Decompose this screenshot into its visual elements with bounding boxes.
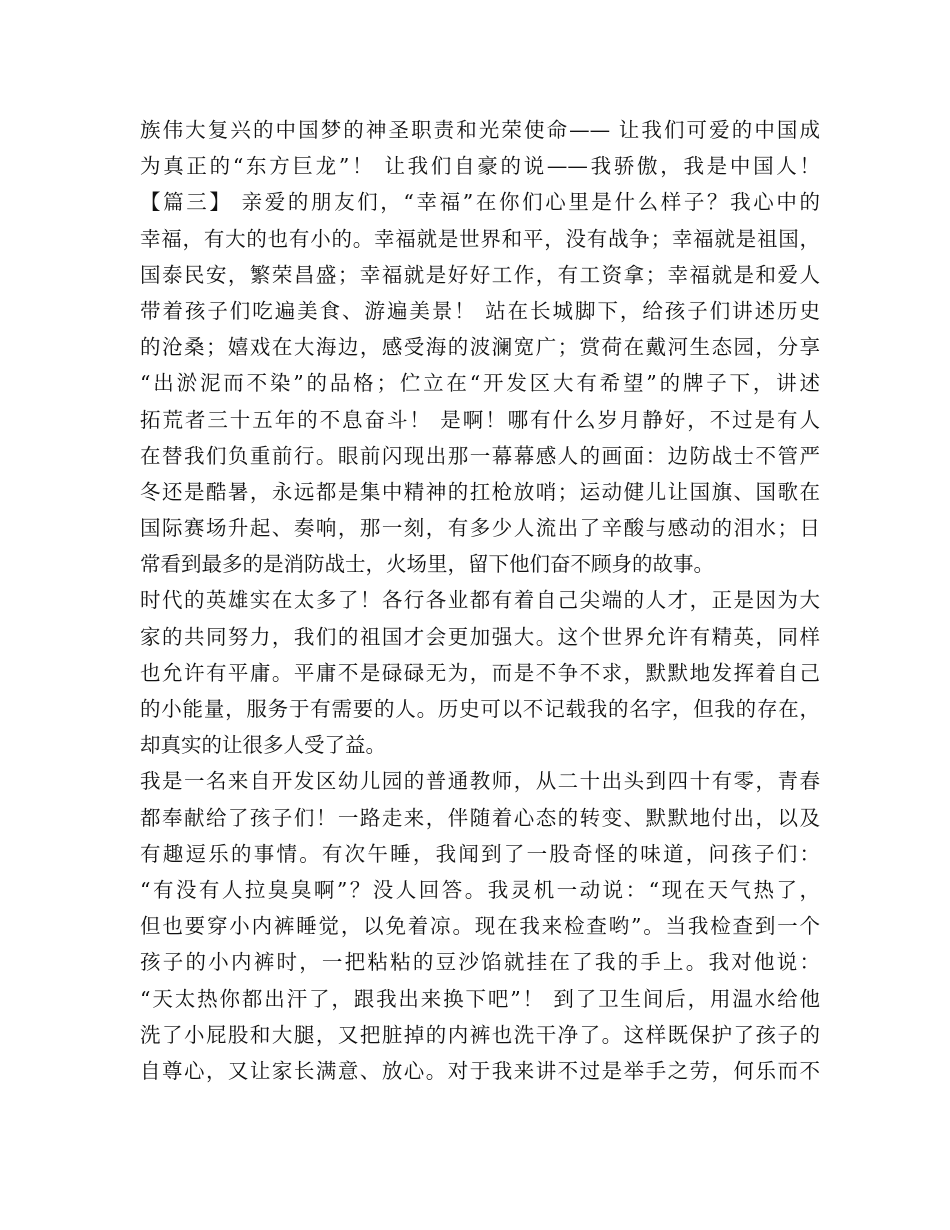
text-line: 孩子的小内裤时，一把粘粘的豆沙馅就挂在了我的手上。我对他说： bbox=[140, 950, 820, 975]
text-line: 幸福，有大的也有小的。幸福就是世界和平，没有战争；幸福就是祖国， bbox=[140, 226, 820, 251]
text-line: “出淤泥而不染”的品格；伫立在“开发区大有希望”的牌子下，讲述 bbox=[140, 371, 820, 396]
text-line: “有没有人拉臭臭啊”？没人回答。我灵机一动说：“现在天气热了， bbox=[140, 877, 820, 902]
text-line: 有趣逗乐的事情。有次午睡，我闻到了一股奇怪的味道，问孩子们： bbox=[140, 841, 820, 866]
text-line: 冬还是酷暑，永远都是集中精神的扛枪放哨；运动健儿让国旗、国歌在 bbox=[140, 479, 820, 504]
text-line: 家的共同努力，我们的祖国才会更加强大。这个世界允许有精英，同样 bbox=[140, 624, 820, 649]
text-line: 都奉献给了孩子们！一路走来，伴随着心态的转变、默默地付出，以及 bbox=[140, 805, 820, 830]
text-line: 时代的英雄实在太多了！各行各业都有着自己尖端的人才，正是因为大 bbox=[140, 588, 820, 613]
text-line: 国泰民安，繁荣昌盛；幸福就是好好工作，有工资拿；幸福就是和爱人 bbox=[140, 262, 820, 287]
text-line: “天太热你都出汗了，跟我出来换下吧”！ 到了卫生间后，用温水给他 bbox=[140, 986, 820, 1011]
text-line: 我是一名来自开发区幼儿园的普通教师，从二十出头到四十有零，青春 bbox=[140, 769, 820, 794]
text-line: 国际赛场升起、奏响，那一刻，有多少人流出了辛酸与感动的泪水；日 bbox=[140, 516, 820, 541]
text-line: 族伟大复兴的中国梦的神圣职责和光荣使命—— 让我们可爱的中国成 bbox=[140, 118, 820, 142]
text-line: 带着孩子们吃遍美食、游遍美景！ 站在长城脚下，给孩子们讲述历史 bbox=[140, 298, 820, 323]
text-line: 的沧桑；嬉戏在大海边，感受海的波澜宽广；赏荷在戴河生态园，分享 bbox=[140, 335, 820, 360]
text-line: 但也要穿小内裤睡觉，以免着凉。现在我来检查哟”。当我检查到一个 bbox=[140, 914, 820, 939]
text-line: 【篇三】 亲爱的朋友们，“幸福”在你们心里是什么样子？我心中的 bbox=[140, 190, 820, 215]
text-line: 的小能量，服务于有需要的人。历史可以不记载我的名字，但我的存在， bbox=[140, 697, 820, 721]
body-text bbox=[140, 112, 820, 1089]
text-line: 洗了小屁股和大腿，又把脏掉的内裤也洗干净了。这样既保护了孩子的 bbox=[140, 1022, 820, 1047]
text-line: 自尊心，又让家长满意、放心。对于我来讲不过是举手之劳，何乐而不 bbox=[140, 1058, 820, 1083]
text-line: 为真正的“东方巨龙”！ 让我们自豪的说——我骄傲，我是中国人！ bbox=[140, 154, 820, 179]
text-line: 常看到最多的是消防战士，火场里，留下他们奋不顾身的故事。 bbox=[140, 552, 714, 577]
text-line: 拓荒者三十五年的不息奋斗！ 是啊！哪有什么岁月静好，不过是有人 bbox=[140, 407, 820, 432]
text-line: 却真实的让很多人受了益。 bbox=[140, 733, 386, 758]
text-line: 在替我们负重前行。眼前闪现出那一幕幕感人的画面：边防战士不管严 bbox=[140, 443, 820, 468]
text-line: 也允许有平庸。平庸不是碌碌无为，而是不争不求，默默地发挥着自己 bbox=[140, 660, 820, 685]
